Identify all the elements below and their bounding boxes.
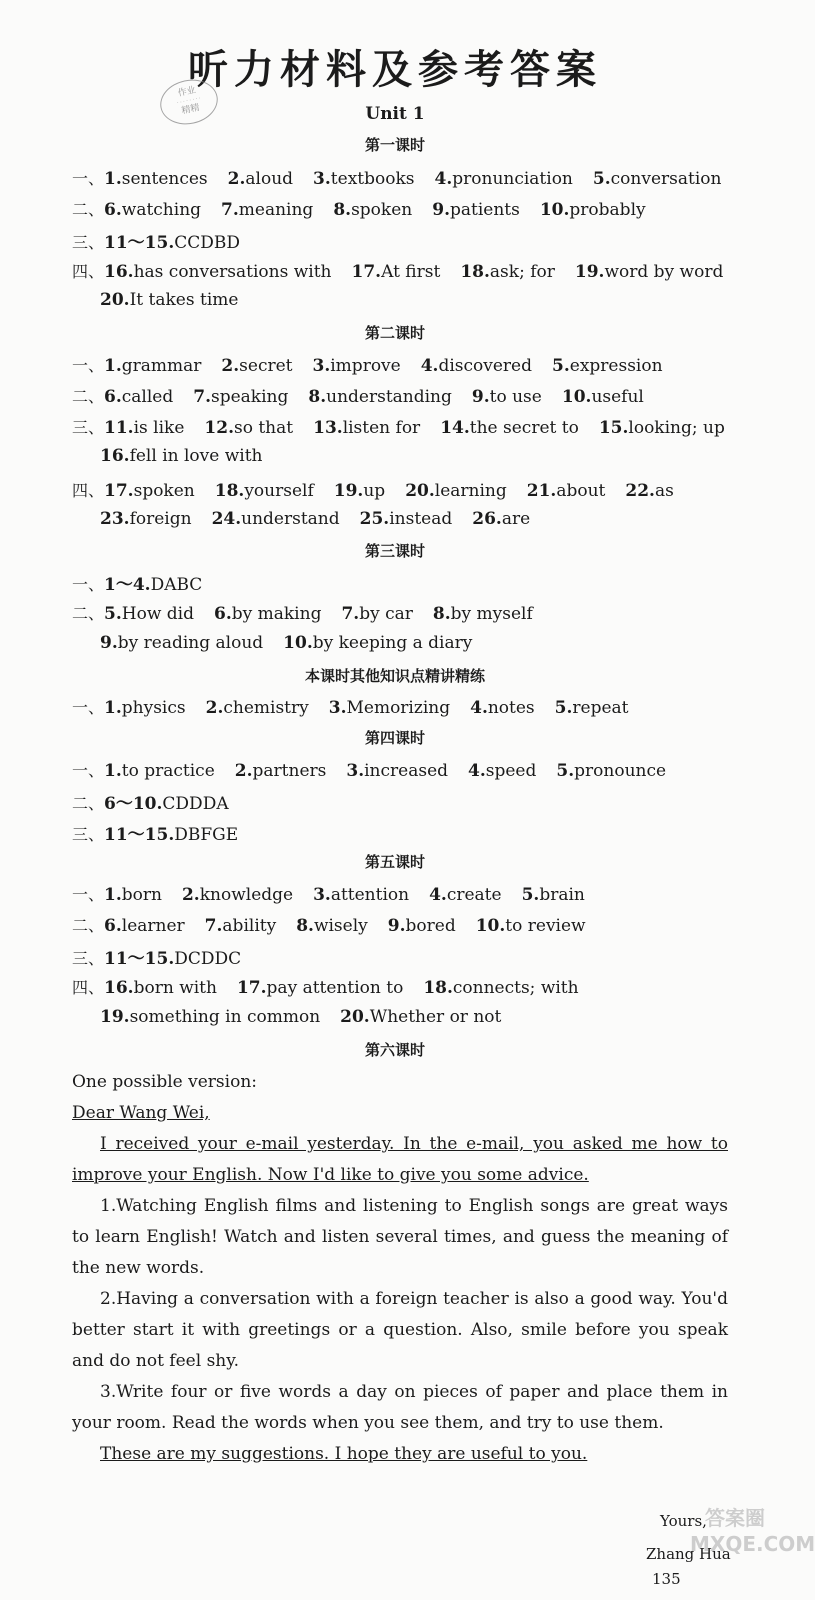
- answer-number: 18.: [214, 481, 245, 501]
- answer-number: 22.: [625, 481, 655, 501]
- answer-number: 7.: [341, 604, 360, 624]
- answer-number: 25.: [359, 509, 390, 529]
- answer-text: attention: [330, 885, 410, 905]
- homework-stamp: 作业 · · · · · · · · 精精: [156, 74, 222, 129]
- answer-number: 2.: [234, 761, 253, 781]
- answer-item: [237, 978, 403, 998]
- answer-number: 7.: [204, 916, 223, 936]
- letter-paragraph-4: 3.Write four or five words a day on pieces of paper and place them in your room. Read the words when you see them, and try to use them.: [72, 1382, 728, 1433]
- answer-text: useful: [591, 387, 644, 407]
- answer-number: 5.: [552, 356, 570, 376]
- answer-text: understanding: [326, 387, 452, 407]
- question-group-prefix: 一、: [72, 885, 105, 904]
- stamp-text-bottom: 精精: [180, 103, 201, 117]
- answer-number: 20.: [100, 290, 130, 310]
- answer-number: 26.: [472, 509, 502, 529]
- question-group-prefix: 一、: [72, 356, 105, 375]
- answer-line: [100, 633, 492, 653]
- answer-number: 3.: [313, 169, 331, 189]
- answer-number: 19.: [100, 1007, 130, 1027]
- answer-text: meaning: [238, 200, 314, 220]
- answer-item: [212, 509, 340, 529]
- answer-text: grammar: [121, 356, 202, 376]
- answer-item: [205, 916, 277, 936]
- answer-number: 5.: [556, 761, 575, 781]
- answer-text: increased: [364, 761, 449, 781]
- answer-text: bored: [405, 916, 456, 936]
- answer-number: 6.: [213, 604, 232, 624]
- answer-number: 24.: [211, 509, 242, 529]
- section-heading-5: 第五课时: [364, 853, 425, 871]
- answer-item: [104, 978, 217, 998]
- answer-text: DABC: [150, 575, 203, 595]
- answer-text: foreign: [129, 509, 192, 529]
- answer-number: 4.: [434, 169, 453, 189]
- section-heading-3b: 本课时其他知识点精讲精练: [304, 667, 485, 685]
- answer-number: 5.: [104, 604, 122, 624]
- answer-number: 3.: [312, 356, 331, 376]
- answer-text: CDDDA: [162, 794, 229, 814]
- answer-line: [72, 758, 686, 781]
- answer-item: [340, 1007, 501, 1027]
- question-group-prefix: 二、: [72, 200, 105, 219]
- page-number: 135: [652, 1570, 681, 1588]
- answer-line: [72, 975, 599, 998]
- section-heading-4: 第四课时: [364, 729, 425, 747]
- answer-item: [329, 698, 450, 718]
- answer-number: 15.: [598, 418, 629, 438]
- answer-line: [72, 570, 222, 595]
- answer-text: something in common: [129, 1007, 321, 1027]
- answer-text: by car: [359, 604, 413, 624]
- answer-number: 1～4.: [104, 575, 151, 595]
- answer-text: to use: [489, 387, 542, 407]
- stamp-text-top: 作业: [177, 85, 197, 99]
- answer-text: pronounce: [574, 761, 667, 781]
- answer-item: [421, 356, 532, 376]
- letter-greeting: Dear Wang Wei,: [72, 1103, 210, 1123]
- answer-item: [104, 387, 173, 407]
- answer-item: [100, 290, 238, 310]
- question-group-prefix: 三、: [72, 825, 105, 844]
- answer-number: 5.: [592, 169, 611, 189]
- answer-line: [72, 228, 260, 253]
- answer-text: learning: [434, 481, 507, 501]
- answer-item: [104, 169, 208, 189]
- question-group-prefix: 一、: [72, 698, 105, 717]
- answer-item: [360, 509, 453, 529]
- answer-number: 7.: [221, 200, 239, 220]
- answer-item: [214, 604, 321, 624]
- answer-item: [104, 604, 194, 624]
- answer-text: spoken: [133, 481, 195, 501]
- answer-text: notes: [487, 698, 535, 718]
- answer-text: pronunciation: [452, 169, 573, 189]
- answer-text: Memorizing: [346, 698, 451, 718]
- answer-line: [100, 509, 550, 529]
- answer-text: pay attention to: [266, 978, 404, 998]
- answer-text: born: [121, 885, 162, 905]
- answer-number: 12.: [204, 418, 234, 438]
- answer-line: [72, 601, 553, 624]
- answer-number: 6.: [104, 200, 122, 220]
- answer-text: conversation: [610, 169, 722, 189]
- answer-number: 1.: [104, 885, 122, 905]
- answer-item: [100, 633, 263, 653]
- answer-number: 18.: [423, 978, 453, 998]
- answer-number: 9.: [387, 916, 406, 936]
- answer-number: 8.: [296, 916, 314, 936]
- answer-item: [555, 698, 629, 718]
- answer-item: [104, 200, 201, 220]
- answer-number: 20.: [405, 481, 435, 501]
- answer-item: [313, 169, 414, 189]
- answer-text: to practice: [121, 761, 215, 781]
- answer-item: [460, 262, 555, 282]
- answer-number: 17.: [104, 481, 134, 501]
- section-heading-2: 第二课时: [364, 324, 425, 342]
- answer-item: [405, 481, 507, 501]
- answer-text: understand: [241, 509, 340, 529]
- answer-text: the secret to: [469, 418, 579, 438]
- answer-line: [72, 695, 649, 718]
- page-title: 听力材料及参考答案: [188, 47, 602, 93]
- answer-number: 1.: [104, 356, 122, 376]
- answer-text: partners: [252, 761, 327, 781]
- answer-item: [527, 481, 606, 501]
- answer-number: 2.: [205, 698, 224, 718]
- answer-number: 14.: [440, 418, 470, 438]
- answer-item: [313, 418, 420, 438]
- answer-number: 19.: [574, 262, 605, 282]
- answer-number: 21.: [526, 481, 557, 501]
- answer-line: [72, 944, 261, 969]
- answer-text: At first: [381, 262, 441, 282]
- answer-number: 16.: [100, 446, 130, 466]
- answer-item: [476, 916, 586, 936]
- answer-number: 20.: [340, 1007, 370, 1027]
- answer-text: watching: [121, 200, 202, 220]
- answer-item: [100, 446, 263, 466]
- answer-item: [104, 916, 185, 936]
- answer-number: 17.: [236, 978, 267, 998]
- answer-item: [104, 885, 162, 905]
- answer-item: [206, 698, 309, 718]
- answer-item: [540, 200, 646, 220]
- letter-paragraph-1: I received your e-mail yesterday. In the e-mail, you asked me how to improve your English. Now I'd like to give you some advice.: [72, 1134, 728, 1185]
- answer-line: [72, 415, 745, 438]
- answer-number: 8.: [308, 387, 327, 407]
- answer-number: 6.: [104, 387, 122, 407]
- answer-item: [333, 200, 412, 220]
- answer-number: 2.: [181, 885, 200, 905]
- answer-number: 11～15.: [104, 949, 175, 969]
- answer-number: 4.: [429, 885, 447, 905]
- answer-text: by making: [231, 604, 322, 624]
- answer-text: learner: [121, 916, 185, 936]
- answer-item: [104, 575, 202, 595]
- answer-item: [552, 356, 663, 376]
- answer-line: [72, 913, 606, 936]
- answer-line: [72, 820, 258, 845]
- question-group-prefix: 二、: [72, 916, 105, 935]
- answer-item: [104, 698, 186, 718]
- answer-text: as: [654, 481, 674, 501]
- answer-number: 9.: [432, 200, 450, 220]
- answer-text: called: [121, 387, 174, 407]
- answer-text: listen for: [342, 418, 421, 438]
- answer-number: 13.: [313, 418, 343, 438]
- question-group-prefix: 四、: [72, 978, 105, 997]
- answer-number: 17.: [351, 262, 382, 282]
- answer-text: so that: [233, 418, 294, 438]
- answer-number: 9.: [471, 387, 490, 407]
- answer-item: [104, 825, 238, 845]
- answer-text: knowledge: [199, 885, 294, 905]
- answer-text: DCDDC: [174, 949, 242, 969]
- answer-text: word by word: [604, 262, 724, 282]
- answer-text: sentences: [121, 169, 208, 189]
- answer-text: DBFGE: [174, 825, 239, 845]
- answer-line: [72, 478, 694, 501]
- answer-text: patients: [449, 200, 520, 220]
- answer-text: discovered: [438, 356, 533, 376]
- answer-item: [599, 418, 725, 438]
- answer-number: 1.: [104, 169, 122, 189]
- answer-item: [593, 169, 722, 189]
- answer-text: to review: [505, 916, 586, 936]
- answer-text: is like: [133, 418, 185, 438]
- answer-line: [100, 290, 258, 310]
- answer-text: chemistry: [223, 698, 309, 718]
- answer-number: 10.: [283, 633, 313, 653]
- answer-line: [72, 166, 741, 189]
- answer-item: [556, 761, 666, 781]
- answer-number: 19.: [333, 481, 364, 501]
- answer-number: 3.: [328, 698, 347, 718]
- answer-item: [221, 356, 292, 376]
- answer-text: by keeping a diary: [312, 633, 473, 653]
- answer-number: 3.: [346, 761, 365, 781]
- answer-item: [100, 509, 192, 529]
- question-group-prefix: 三、: [72, 418, 105, 437]
- answer-text: aloud: [245, 169, 294, 189]
- answer-number: 4.: [470, 698, 488, 718]
- answer-item: [104, 262, 332, 282]
- answer-number: 10.: [561, 387, 592, 407]
- question-group-prefix: 一、: [72, 575, 105, 594]
- answer-text: wisely: [313, 916, 368, 936]
- answer-text: by myself: [450, 604, 533, 624]
- answer-text: probably: [569, 200, 646, 220]
- answer-item: [334, 481, 385, 501]
- answer-number: 11～15.: [104, 825, 175, 845]
- answer-item: [296, 916, 368, 936]
- answer-item: [100, 1007, 320, 1027]
- answer-number: 11～15.: [104, 233, 175, 253]
- answer-number: 23.: [100, 509, 130, 529]
- question-group-prefix: 三、: [72, 949, 105, 968]
- answer-text: ability: [222, 916, 277, 936]
- answer-number: 3.: [313, 885, 331, 905]
- answer-item: [228, 169, 293, 189]
- answer-line: [72, 789, 249, 814]
- answer-item: [625, 481, 673, 501]
- section-heading-1: 第一课时: [364, 136, 425, 154]
- answer-line: [100, 1007, 521, 1027]
- answer-text: has conversations with: [133, 262, 332, 282]
- answer-item: [204, 418, 293, 438]
- answer-text: looking; up: [628, 418, 725, 438]
- answer-item: [346, 761, 448, 781]
- answer-number: 2.: [221, 356, 240, 376]
- section-heading-6: 第六课时: [364, 1041, 425, 1059]
- answer-line: [72, 197, 666, 220]
- answer-item: [388, 916, 456, 936]
- answer-item: [429, 885, 502, 905]
- answer-item: [522, 885, 585, 905]
- letter-paragraph-2: 1.Watching English films and listening to English songs are great ways to learn English! Watch and listen several times, and guess the meaning of the new words.: [72, 1196, 728, 1278]
- answer-text: by reading aloud: [117, 633, 264, 653]
- answer-number: 16.: [104, 262, 134, 282]
- answer-item: [313, 885, 409, 905]
- question-group-prefix: 一、: [72, 169, 105, 188]
- answer-number: 5.: [554, 698, 573, 718]
- letter-intro: One possible version:: [72, 1072, 257, 1092]
- answer-line: [72, 259, 743, 282]
- answer-text: speed: [485, 761, 537, 781]
- answer-line: [72, 882, 605, 905]
- answer-item: [562, 387, 644, 407]
- answer-text: yourself: [244, 481, 314, 501]
- answer-number: 4.: [468, 761, 486, 781]
- answer-number: 9.: [100, 633, 118, 653]
- section-heading-3: 第三课时: [364, 542, 425, 560]
- answer-number: 6.: [104, 916, 122, 936]
- answer-item: [104, 418, 184, 438]
- answer-line: [100, 446, 283, 466]
- answer-number: 10.: [475, 916, 506, 936]
- answer-text: CCDBD: [174, 233, 241, 253]
- answer-text: expression: [569, 356, 663, 376]
- answer-number: 7.: [193, 387, 211, 407]
- letter-signature: Zhang Hua: [646, 1545, 731, 1563]
- answer-number: 1.: [104, 698, 122, 718]
- answer-text: repeat: [572, 698, 629, 718]
- answer-item: [468, 761, 536, 781]
- answer-number: 16.: [104, 978, 134, 998]
- answer-item: [308, 387, 452, 407]
- answer-text: improve: [330, 356, 401, 376]
- answer-text: up: [363, 481, 386, 501]
- question-group-prefix: 二、: [72, 604, 105, 623]
- answer-item: [104, 481, 195, 501]
- letter-closing: Yours,: [660, 1512, 707, 1530]
- answer-text: How did: [121, 604, 194, 624]
- answer-item: [341, 604, 412, 624]
- question-group-prefix: 三、: [72, 233, 105, 252]
- answer-item: [193, 387, 288, 407]
- answer-text: fell in love with: [129, 446, 263, 466]
- question-group-prefix: 四、: [72, 481, 105, 500]
- answer-text: spoken: [351, 200, 413, 220]
- answer-text: create: [446, 885, 502, 905]
- question-group-prefix: 二、: [72, 387, 105, 406]
- answer-item: [104, 233, 240, 253]
- answer-item: [104, 761, 215, 781]
- answer-text: brain: [539, 885, 585, 905]
- answer-item: [283, 633, 472, 653]
- question-group-prefix: 一、: [72, 761, 105, 780]
- answer-number: 4.: [420, 356, 439, 376]
- answer-item: [470, 698, 535, 718]
- answer-item: [104, 794, 229, 814]
- answer-text: secret: [239, 356, 293, 376]
- answer-item: [472, 509, 530, 529]
- answer-number: 11.: [104, 418, 134, 438]
- answer-item: [472, 387, 542, 407]
- answer-number: 6～10.: [104, 794, 163, 814]
- answer-text: connects; with: [452, 978, 579, 998]
- answer-item: [433, 604, 533, 624]
- answer-text: textbooks: [330, 169, 415, 189]
- answer-text: born with: [133, 978, 217, 998]
- answer-text: ask; for: [489, 262, 555, 282]
- answer-text: about: [556, 481, 606, 501]
- answer-text: It takes time: [129, 290, 239, 310]
- answer-item: [440, 418, 579, 438]
- answer-number: 2.: [227, 169, 246, 189]
- sample-letter: [72, 1067, 728, 1470]
- answer-number: 1.: [104, 761, 122, 781]
- letter-paragraph-3: 2.Having a conversation with a foreign teacher is also a good way. You'd better start it with greetings or a question. Also, smile before you speak and do not feel shy.: [72, 1289, 728, 1371]
- answer-item: [182, 885, 293, 905]
- answer-text: speaking: [211, 387, 289, 407]
- answer-number: 8.: [432, 604, 451, 624]
- question-group-prefix: 四、: [72, 262, 105, 281]
- answer-item: [352, 262, 441, 282]
- answer-item: [432, 200, 520, 220]
- answer-item: [575, 262, 723, 282]
- watermark-logo: 答案圈 MXQE.COM: [690, 1506, 815, 1556]
- answer-item: [221, 200, 313, 220]
- unit-heading: Unit 1: [365, 104, 425, 124]
- answer-item: [104, 949, 241, 969]
- answer-line: [72, 353, 683, 376]
- answer-text: instead: [389, 509, 453, 529]
- answer-text: are: [501, 509, 531, 529]
- answer-item: [215, 481, 314, 501]
- answer-item: [423, 978, 578, 998]
- answer-text: Whether or not: [369, 1007, 502, 1027]
- answer-number: 10.: [539, 200, 570, 220]
- question-group-prefix: 二、: [72, 794, 105, 813]
- letter-paragraph-5: These are my suggestions. I hope they are useful to you.: [100, 1444, 588, 1464]
- answer-line: [72, 384, 664, 407]
- answer-item: [235, 761, 327, 781]
- answer-item: [435, 169, 573, 189]
- answer-text: physics: [121, 698, 186, 718]
- answer-item: [104, 356, 201, 376]
- answer-number: 8.: [333, 200, 352, 220]
- answer-item: [313, 356, 401, 376]
- answer-number: 18.: [460, 262, 490, 282]
- answer-number: 5.: [521, 885, 540, 905]
